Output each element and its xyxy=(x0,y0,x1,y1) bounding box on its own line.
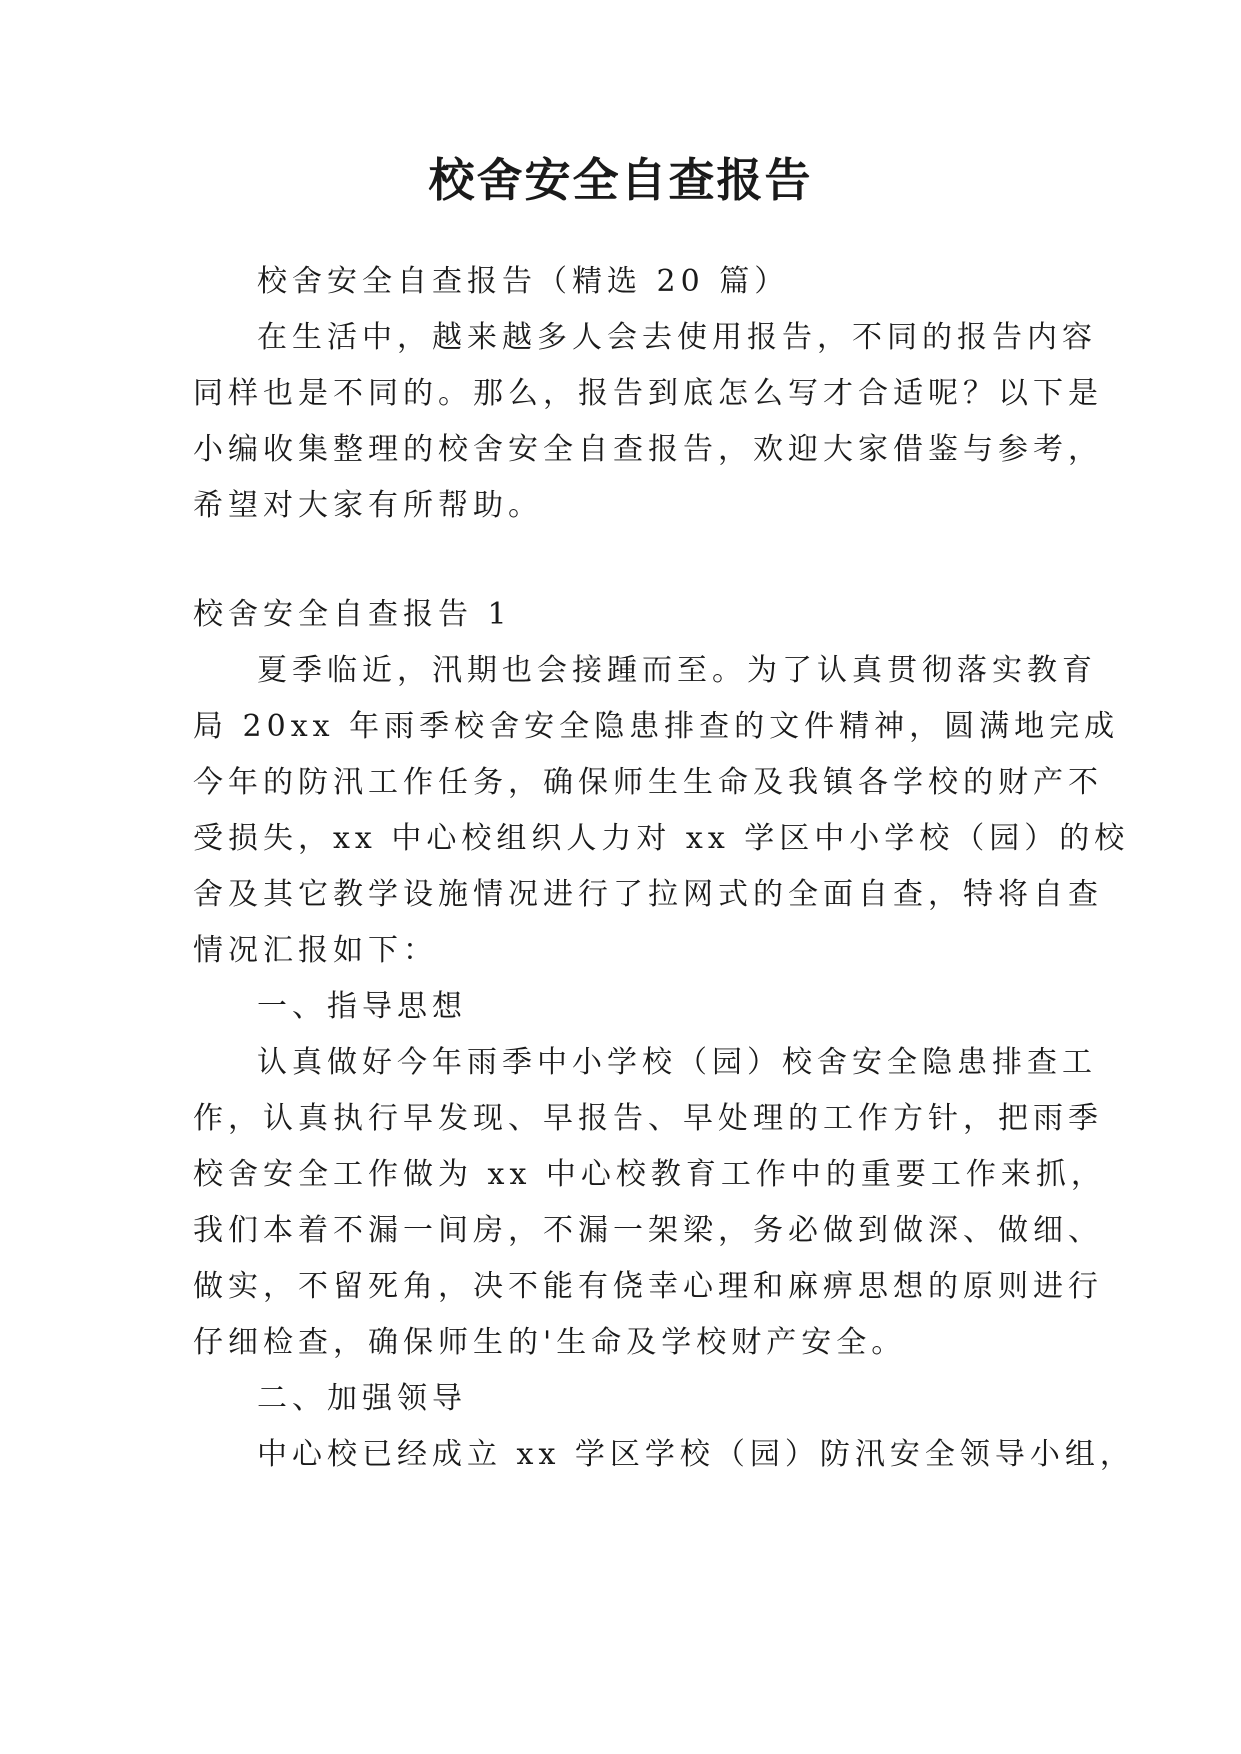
body-line: 受损失，xx 中心校组织人力对 xx 学区中小学校（园）的校 xyxy=(193,821,1130,856)
subtitle-line: 校舍安全自查报告（精选 20 篇） xyxy=(257,264,790,299)
body-line: 今年的防汛工作任务，确保师生生命及我镇各学校的财产不 xyxy=(193,765,1103,800)
section-heading: 校舍安全自查报告 1 xyxy=(193,597,512,632)
body-line: 中心校已经成立 xx 学区学校（园）防汛安全领导小组， xyxy=(257,1437,1135,1472)
body-line: 我们本着不漏一间房，不漏一架梁，务必做到做深、做细、 xyxy=(193,1213,1103,1248)
body-line: 夏季临近，汛期也会接踵而至。为了认真贯彻落实教育 xyxy=(257,653,1097,688)
document-title: 校舍安全自查报告 xyxy=(428,153,813,207)
intro-line: 小编收集整理的校舍安全自查报告，欢迎大家借鉴与参考， xyxy=(193,432,1103,467)
subsection-heading: 二、加强领导 xyxy=(257,1381,467,1416)
intro-line: 同样也是不同的。那么，报告到底怎么写才合适呢？以下是 xyxy=(193,376,1103,411)
body-line: 局 20xx 年雨季校舍安全隐患排查的文件精神，圆满地完成 xyxy=(193,709,1120,744)
body-line: 做实，不留死角，决不能有侥幸心理和麻痹思想的原则进行 xyxy=(193,1269,1103,1304)
body-line: 认真做好今年雨季中小学校（园）校舍安全隐患排查工 xyxy=(257,1045,1097,1080)
body-line: 作，认真执行早发现、早报告、早处理的工作方针，把雨季 xyxy=(193,1101,1103,1136)
body-line: 舍及其它教学设施情况进行了拉网式的全面自查，特将自查 xyxy=(193,877,1103,912)
intro-line: 希望对大家有所帮助。 xyxy=(193,488,543,523)
body-line: 仔细检查，确保师生的'生命及学校财产安全。 xyxy=(193,1325,907,1360)
intro-line: 在生活中，越来越多人会去使用报告，不同的报告内容 xyxy=(257,320,1097,355)
body-line: 情况汇报如下： xyxy=(193,933,438,968)
subsection-heading: 一、指导思想 xyxy=(257,989,467,1024)
body-line: 校舍安全工作做为 xx 中心校教育工作中的重要工作来抓， xyxy=(193,1157,1106,1192)
